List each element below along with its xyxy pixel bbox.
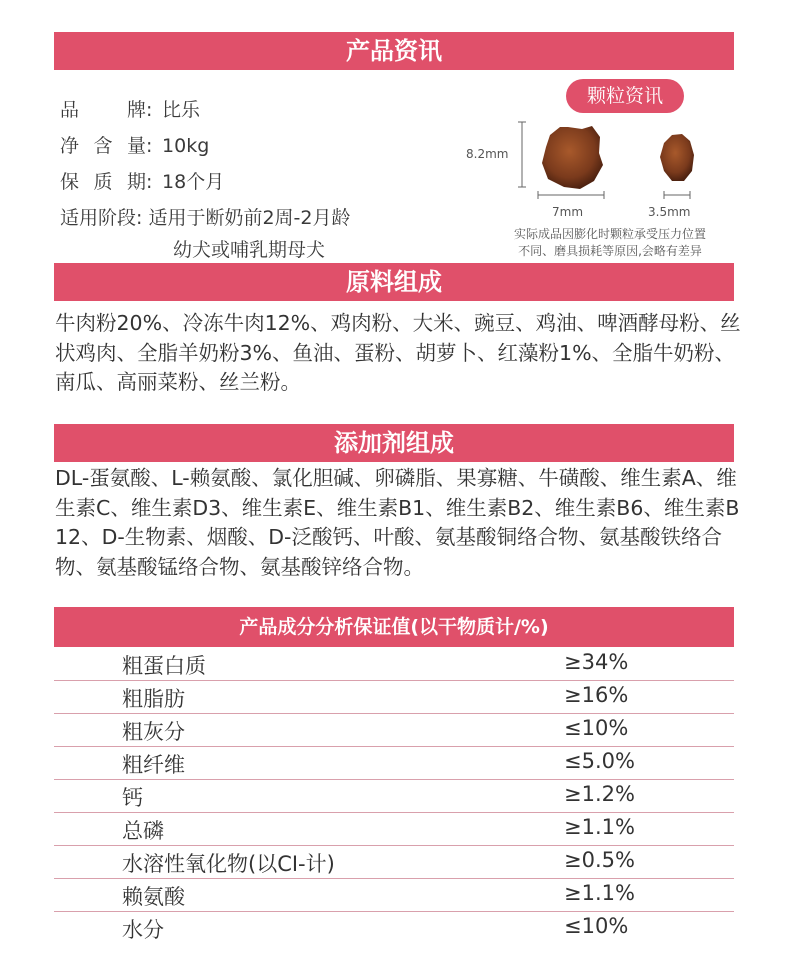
info-row-shelf-life: 保质期: 18个月 <box>60 167 224 194</box>
nutrient-name: 粗蛋白质 <box>122 654 206 678</box>
nutrient-value: ≥16% <box>564 683 629 707</box>
nutrient-value: ≥0.5% <box>564 848 635 872</box>
nutrient-name: 粗脂肪 <box>122 687 185 711</box>
info-row-stage: 适用阶段: 适用于断奶前2周-2月龄 <box>60 207 351 229</box>
info-row-net-weight: 净含量: 10kg <box>60 131 209 158</box>
nutrient-value: ≥1.1% <box>564 815 635 839</box>
nutrient-name: 水分 <box>122 918 164 942</box>
info-label-stage: 适用阶段 <box>60 207 137 229</box>
table-row <box>54 846 734 879</box>
table-row <box>54 813 734 846</box>
info-label-brand: 品牌 <box>60 99 146 121</box>
info-value-stage: 适用于断奶前2周-2月龄 <box>148 207 351 229</box>
nutrient-name: 赖氨酸 <box>122 885 185 909</box>
kibble-note <box>470 226 750 260</box>
table-row <box>54 747 734 780</box>
info-value-brand: 比乐 <box>162 99 201 121</box>
table-row <box>54 714 734 747</box>
small-width-label: 3.5mm <box>648 205 691 219</box>
additives-text: DL-蛋氨酸、L-赖氨酸、氯化胆碱、卵磷脂、果寡糖、牛磺酸、维生素A、维生素C、维生素D3、维生素E、维生素B1、维生素B2、维生素B6、维生素B12、D-生物素、烟酸、D-泛酸钙、叶酸、氨基酸铜络合物、氨基酸铁络合物、氨基酸锰络合物、氨基酸锌络合物。 <box>55 466 740 579</box>
info-row-brand: 品牌: 比乐 <box>60 95 200 122</box>
table-row <box>54 912 734 944</box>
nutrient-value: ≥1.2% <box>564 782 635 806</box>
small-kibble-shape <box>660 134 694 181</box>
section-header-ingredients: 原料组成 <box>54 263 734 301</box>
small-width-dimension <box>664 191 690 199</box>
kibble-info-badge: 颗粒资讯 <box>566 79 684 113</box>
table-row <box>54 879 734 912</box>
info-stage-line2: 幼犬或哺乳期母犬 <box>173 239 326 261</box>
height-dimension <box>518 122 526 187</box>
kibble-note-line1: 实际成品因膨化时颗粒承受压力位置 <box>513 227 706 241</box>
info-value-net-weight: 10kg <box>162 135 210 157</box>
analysis-table <box>54 648 734 944</box>
nutrient-name: 水溶性氧化物(以CI-计) <box>122 852 335 876</box>
table-row <box>54 681 734 714</box>
large-kibble-shape <box>542 126 603 189</box>
nutrient-value: ≤10% <box>564 716 629 740</box>
table-row <box>54 780 734 813</box>
large-width-dimension <box>538 191 604 199</box>
nutrient-value: ≤10% <box>564 914 629 938</box>
nutrient-name: 钙 <box>122 786 143 810</box>
nutrient-name: 粗纤维 <box>122 753 185 777</box>
nutrient-name: 总磷 <box>122 819 164 843</box>
ingredients-text: 牛肉粉20%、冷冻牛肉12%、鸡肉粉、大米、豌豆、鸡油、啤酒酵母粉、丝状鸡肉、全脂羊奶粉3%、鱼油、蛋粉、胡萝卜、红藻粉1%、全脂牛奶粉、南瓜、高丽菜粉、丝兰粉。 <box>55 311 741 394</box>
info-label-shelf-life: 保质期 <box>60 171 146 193</box>
info-label-net-weight: 净含量 <box>60 135 146 157</box>
kibble-note-line2: 不同、磨具损耗等原因,会略有差异 <box>518 244 702 258</box>
info-value-shelf-life: 18个月 <box>162 171 225 193</box>
nutrient-name: 粗灰分 <box>122 720 185 744</box>
nutrient-value: ≥34% <box>564 650 629 674</box>
large-width-label: 7mm <box>552 205 584 219</box>
nutrient-value: ≤5.0% <box>564 749 635 773</box>
section-header-additives: 添加剂组成 <box>54 424 734 462</box>
height-label: 8.2mm <box>466 147 509 161</box>
table-row <box>54 648 734 681</box>
section-header-analysis: 产品成分分析保证值(以干物质计/%) <box>54 607 734 647</box>
section-header-product-info: 产品资讯 <box>54 32 734 70</box>
nutrient-value: ≥1.1% <box>564 881 635 905</box>
